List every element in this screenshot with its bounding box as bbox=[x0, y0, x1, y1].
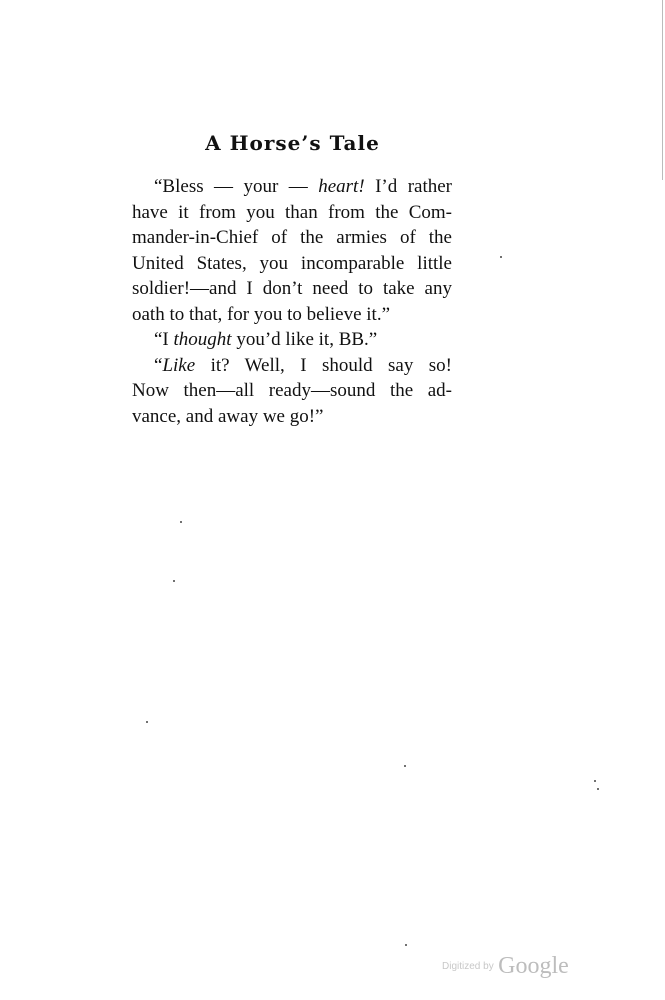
text-run: I’d rather bbox=[364, 176, 452, 197]
paragraph-3-line-1 bbox=[132, 353, 452, 379]
scan-speck bbox=[180, 521, 182, 523]
emphasis-heart: heart! bbox=[318, 176, 365, 197]
scan-speck bbox=[500, 256, 502, 258]
body-text bbox=[132, 174, 452, 429]
scan-speck bbox=[597, 788, 599, 790]
text-run: it? Well, I should say so! bbox=[195, 354, 452, 376]
digitized-by-google-watermark bbox=[442, 953, 569, 980]
google-logo: Google bbox=[498, 953, 569, 979]
paragraph-2-line-1 bbox=[132, 327, 452, 353]
scan-speck bbox=[404, 765, 406, 767]
emphasis-like: Like bbox=[162, 354, 196, 376]
text-run: “Bless — your — bbox=[154, 176, 319, 197]
scan-speck bbox=[173, 580, 175, 582]
scan-speck bbox=[146, 721, 148, 723]
paragraph-1-line-3: mander-in-Chief of the armies of the bbox=[132, 227, 452, 248]
running-head: A Horse’s Tale bbox=[205, 131, 380, 155]
text-run: “ bbox=[154, 354, 163, 376]
emphasis-thought: thought bbox=[173, 329, 232, 350]
text-run: “I bbox=[154, 329, 174, 350]
paragraph-1-line-1 bbox=[132, 174, 452, 200]
scan-speck bbox=[594, 780, 596, 782]
paragraph-1-line-2: have it from you than from the Com- bbox=[132, 201, 452, 223]
text-run: you’d like it, BB.” bbox=[231, 329, 378, 350]
watermark-prefix: Digitized by bbox=[442, 961, 494, 972]
paragraph-1-line-6: oath to that, for you to believe it.” bbox=[132, 303, 391, 325]
paragraph-3-line-3: vance, and away we go!” bbox=[132, 405, 324, 427]
paragraph-1-line-4: United States, you incomparable little bbox=[132, 252, 452, 274]
scan-edge-mark bbox=[662, 0, 663, 180]
scan-speck bbox=[405, 944, 407, 946]
paragraph-3-line-2: Now then—all ready—sound the ad- bbox=[132, 380, 452, 401]
paragraph-1-line-5: soldier!—and I don’t need to take any bbox=[132, 278, 452, 299]
